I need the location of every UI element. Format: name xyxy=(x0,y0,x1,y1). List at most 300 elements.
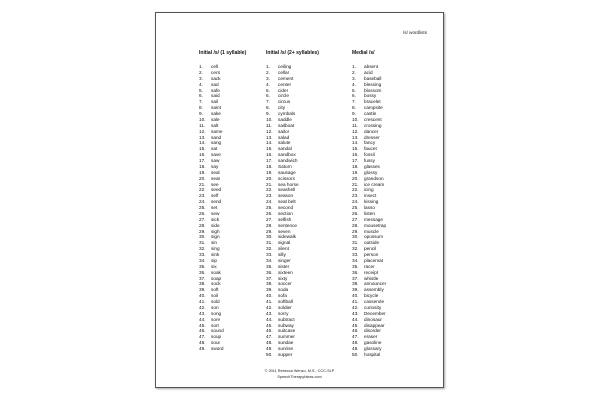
word-number: 9. xyxy=(266,111,270,116)
word-number: 19. xyxy=(352,169,359,175)
word: singer xyxy=(278,257,291,263)
word: six xyxy=(211,263,217,269)
word-number: 18. xyxy=(352,163,359,169)
word: side xyxy=(211,222,220,228)
word: sign xyxy=(211,234,220,240)
column-medial xyxy=(352,50,416,358)
word-number: 7. xyxy=(199,99,203,105)
word-list xyxy=(199,64,263,352)
word: sin xyxy=(211,240,217,246)
word-number: 42. xyxy=(199,304,206,310)
word: sore xyxy=(211,316,221,322)
word-number: 35. xyxy=(266,263,273,269)
word-number: 42. xyxy=(266,304,273,310)
word-number: 17. xyxy=(199,158,206,163)
word-number: 12. xyxy=(352,128,359,134)
word-number: 15. xyxy=(199,146,206,152)
word-row xyxy=(266,352,330,358)
word-number: 23. xyxy=(266,193,273,199)
copyright-footer: © 2011 Rebecca Wenzo, M.S., CCC-SLP xyxy=(264,369,335,373)
word-number: 50. xyxy=(266,351,273,357)
word: castle xyxy=(364,111,377,116)
word: cell xyxy=(211,64,219,69)
word-number: 44. xyxy=(352,316,359,322)
wordlist-sheet xyxy=(155,12,444,388)
word-number: 45. xyxy=(352,322,359,328)
word-number: 26. xyxy=(352,210,359,216)
word-number: 21. xyxy=(352,181,359,187)
word: fussy xyxy=(364,158,375,163)
word: dresser xyxy=(364,134,380,140)
word-number: 39. xyxy=(199,287,206,293)
word-number: 45. xyxy=(266,322,273,328)
word: song xyxy=(211,310,222,316)
word: sang xyxy=(211,140,222,146)
word: lasso xyxy=(364,205,375,210)
word-number: 38. xyxy=(266,281,273,287)
word: pencil xyxy=(364,246,377,252)
word-number: 27. xyxy=(352,216,359,222)
word-number: 17. xyxy=(352,158,359,163)
word-number: 3. xyxy=(266,75,270,81)
word: soap xyxy=(211,275,222,281)
word-number: 6. xyxy=(352,93,356,99)
word-number: 42. xyxy=(352,304,359,310)
word-number: 34. xyxy=(199,257,206,263)
word: safe xyxy=(211,87,220,93)
word: crossing xyxy=(364,122,382,128)
word-number: 41. xyxy=(352,299,359,304)
word: cymbals xyxy=(278,111,296,116)
word: acid xyxy=(364,69,373,75)
word-number: 29. xyxy=(199,228,206,234)
word: racer xyxy=(364,263,375,269)
word-number: 22. xyxy=(352,187,359,193)
word-number: 37. xyxy=(352,275,359,281)
word: circus xyxy=(278,99,291,105)
word: sail xyxy=(211,99,219,105)
word: whistle xyxy=(364,275,379,281)
column-heading: Initial /s/ (1 syllable) xyxy=(199,50,247,56)
word: seal xyxy=(211,169,220,175)
word-number: 22. xyxy=(266,187,273,193)
word-number: 37. xyxy=(266,275,273,281)
word-number: 38. xyxy=(352,281,359,287)
word: sake xyxy=(211,111,221,116)
word-number: 14. xyxy=(352,140,359,146)
word: message xyxy=(364,216,384,222)
word-number: 5. xyxy=(199,87,203,93)
word-number: 9. xyxy=(199,111,203,116)
word-number: 46. xyxy=(199,328,206,334)
word: second xyxy=(278,205,294,210)
word: sack xyxy=(211,75,221,81)
word: sew xyxy=(211,210,220,216)
word-number: 31. xyxy=(266,240,273,246)
word: sixteen xyxy=(278,269,293,275)
word: salad xyxy=(278,134,290,140)
word: sofa xyxy=(278,293,287,299)
word-number: 17. xyxy=(266,158,273,163)
word-list xyxy=(352,64,416,358)
word: icing xyxy=(364,187,374,193)
word: glasses xyxy=(364,163,380,169)
word-number: 40. xyxy=(266,293,273,299)
word-number: 14. xyxy=(199,140,206,146)
word-number: 35. xyxy=(352,263,359,269)
word-number: 23. xyxy=(352,193,359,199)
column-heading: Initial /s/ (2+ syllables) xyxy=(266,50,319,56)
word-number: 27. xyxy=(199,216,206,222)
word-number: 33. xyxy=(352,252,359,257)
word: December xyxy=(364,310,386,316)
word-number: 43. xyxy=(199,310,206,316)
word: sausage xyxy=(278,169,296,175)
word: silly xyxy=(278,252,286,257)
word-number: 28. xyxy=(199,222,206,228)
word: sale xyxy=(211,116,220,122)
word-number: 40. xyxy=(352,293,359,299)
word: say xyxy=(211,163,219,169)
word: dancer xyxy=(364,128,379,134)
word: sad xyxy=(211,81,219,87)
word-number: 16. xyxy=(352,152,359,158)
word-number: 20. xyxy=(199,175,206,181)
word-number: 8. xyxy=(199,105,203,111)
word-number: 5. xyxy=(352,87,356,93)
word: ceiling xyxy=(278,64,292,69)
word: eraser xyxy=(364,334,378,340)
word: saddle xyxy=(278,116,292,122)
word-number: 5. xyxy=(266,87,270,93)
word-number: 32. xyxy=(352,246,359,252)
word-number: 23. xyxy=(199,193,206,199)
word-number: 31. xyxy=(199,240,206,246)
word: bossy xyxy=(364,93,377,99)
word: soldier xyxy=(278,304,292,310)
word: soft xyxy=(211,287,219,293)
word-number: 33. xyxy=(199,252,206,257)
word-number: 40. xyxy=(199,293,206,299)
word: glossary xyxy=(364,346,382,351)
word: outside xyxy=(364,240,380,246)
word: faucet xyxy=(364,146,377,152)
word: receipt xyxy=(364,269,379,275)
word-number: 50. xyxy=(352,351,359,357)
word: blessing xyxy=(364,81,382,87)
word-number: 39. xyxy=(352,287,359,293)
word-number: 3. xyxy=(199,75,203,81)
word-number: 33. xyxy=(266,252,273,257)
word-number: 1. xyxy=(266,64,270,69)
word-number: 47. xyxy=(199,334,206,340)
word: casserole xyxy=(364,299,385,304)
word-number: 45. xyxy=(199,322,206,328)
word-number: 16. xyxy=(266,152,273,158)
word-number: 36. xyxy=(352,269,359,275)
word-number: 41. xyxy=(199,299,206,304)
word-number: 21. xyxy=(199,181,206,187)
word: subway xyxy=(278,322,294,328)
word-number: 27. xyxy=(266,216,273,222)
word-number: 37. xyxy=(199,275,206,281)
word: section xyxy=(278,210,293,216)
word: sundae xyxy=(278,340,294,346)
word: absent xyxy=(364,64,379,69)
word: grandson xyxy=(364,175,384,181)
word: crescent xyxy=(364,116,382,122)
website-footer: SpeechTherapyIdeas.com xyxy=(277,375,322,379)
word-number: 30. xyxy=(266,234,273,240)
word-number: 44. xyxy=(199,316,206,322)
word-number: 18. xyxy=(199,163,206,169)
word: disorder xyxy=(364,328,381,334)
word: Saturn xyxy=(278,163,292,169)
word-number: 6. xyxy=(266,93,270,99)
column-initial-1-syllable xyxy=(199,50,263,352)
word: fancy xyxy=(364,140,376,146)
word-number: 15. xyxy=(266,146,273,152)
word-number: 19. xyxy=(199,169,206,175)
word: sunrise xyxy=(278,346,294,351)
word-number: 4. xyxy=(352,81,356,87)
word-number: 15. xyxy=(352,146,359,152)
word: opossum xyxy=(364,234,384,240)
word: supper xyxy=(278,351,293,357)
word-number: 26. xyxy=(266,210,273,216)
word: dinosaur xyxy=(364,316,382,322)
word: mousetrap xyxy=(364,222,387,228)
word: scissors xyxy=(278,175,295,181)
word: sound xyxy=(211,328,224,334)
word: muscle xyxy=(364,228,379,234)
word-number: 47. xyxy=(266,334,273,340)
word: cellar xyxy=(278,69,290,75)
word: save xyxy=(211,152,221,158)
word-number: 2. xyxy=(352,69,356,75)
word-number: 48. xyxy=(199,340,206,346)
word-list xyxy=(266,64,330,358)
word: saint xyxy=(211,105,221,111)
word: sand xyxy=(211,134,222,140)
word-number: 46. xyxy=(352,328,359,334)
word: sat xyxy=(211,146,218,152)
word-number: 30. xyxy=(352,234,359,240)
word: sort xyxy=(211,322,219,328)
word: sink xyxy=(211,252,220,257)
word: soccer xyxy=(278,281,292,287)
word: gasoline xyxy=(364,340,382,346)
word-number: 28. xyxy=(266,222,273,228)
word: listen xyxy=(364,210,375,216)
word: hospital xyxy=(364,351,381,357)
word-number: 32. xyxy=(266,246,273,252)
word: son xyxy=(211,304,219,310)
word: send xyxy=(211,199,222,205)
word: insect xyxy=(364,193,377,199)
word-number: 46. xyxy=(266,328,273,334)
document-title: /s/ wordlists xyxy=(403,30,427,35)
word: baseball xyxy=(364,75,382,81)
word: sword xyxy=(211,346,224,351)
word: sailor xyxy=(278,128,290,134)
word-number: 48. xyxy=(352,340,359,346)
word: sandwich xyxy=(278,158,298,163)
word: bracelet xyxy=(364,99,381,105)
word: same xyxy=(211,128,223,134)
word-number: 13. xyxy=(199,134,206,140)
word: cider xyxy=(278,87,289,93)
word-number: 21. xyxy=(266,181,273,187)
word: sip xyxy=(211,257,217,263)
word-number: 26. xyxy=(199,210,206,216)
word: campsite xyxy=(364,105,383,111)
word: summer xyxy=(278,334,295,340)
word-number: 13. xyxy=(266,134,273,140)
word: sandbox xyxy=(278,152,296,158)
word-number: 35. xyxy=(199,263,206,269)
word-row xyxy=(352,352,416,358)
word-number: 47. xyxy=(352,334,359,340)
word: said xyxy=(211,93,220,99)
word: seat xyxy=(211,175,220,181)
word: disappear xyxy=(364,322,385,328)
word-number: 24. xyxy=(352,199,359,205)
word-number: 39. xyxy=(266,287,273,293)
word-number: 1. xyxy=(199,64,203,69)
word-number: 24. xyxy=(199,199,206,205)
word: city xyxy=(278,105,286,111)
word-number: 3. xyxy=(352,75,356,81)
word: salt xyxy=(211,122,219,128)
word: sixty xyxy=(278,275,288,281)
word-number: 2. xyxy=(199,69,203,75)
word: blossom xyxy=(364,87,382,93)
word: cent xyxy=(211,69,220,75)
word: sailboat xyxy=(278,122,295,128)
word: suitcase xyxy=(278,328,296,334)
word-number: 13. xyxy=(352,134,359,140)
word-number: 1. xyxy=(352,64,356,69)
word: soil xyxy=(211,293,219,299)
column-heading: Medial /s/ xyxy=(352,50,375,56)
word: sidewalk xyxy=(278,234,296,240)
word: self xyxy=(211,193,219,199)
word-number: 48. xyxy=(266,340,273,346)
word-number: 6. xyxy=(199,93,203,99)
word-number: 9. xyxy=(352,111,356,116)
word: sing xyxy=(211,246,220,252)
word-number: 7. xyxy=(266,99,270,105)
word-number: 25. xyxy=(352,205,359,210)
word: seed xyxy=(211,187,222,193)
word-number: 22. xyxy=(199,187,206,193)
word: seat belt xyxy=(278,199,296,205)
word-number: 34. xyxy=(352,257,359,263)
word: person xyxy=(364,252,379,257)
word-number: 24. xyxy=(266,199,273,205)
word: curiosity xyxy=(364,304,382,310)
word: placemat xyxy=(364,257,384,263)
word: sold xyxy=(211,299,220,304)
word-number: 10. xyxy=(266,116,273,122)
word: soda xyxy=(278,287,289,293)
word: sigh xyxy=(211,228,220,234)
word-number: 29. xyxy=(266,228,273,234)
word-number: 30. xyxy=(199,234,206,240)
word-number: 19. xyxy=(266,169,273,175)
word: sister xyxy=(278,263,290,269)
word: salute xyxy=(278,140,291,146)
word: signal xyxy=(278,240,291,246)
word-number: 29. xyxy=(352,228,359,234)
word: silent xyxy=(278,246,289,252)
word-number: 11. xyxy=(266,122,273,128)
word-number: 43. xyxy=(352,310,359,316)
word-number: 44. xyxy=(266,316,273,322)
word-number: 10. xyxy=(352,116,359,122)
word-number: 11. xyxy=(199,122,206,128)
word-number: 32. xyxy=(199,246,206,252)
word-number: 14. xyxy=(266,140,273,146)
word: soup xyxy=(211,334,222,340)
word: softball xyxy=(278,299,293,304)
word: fossil xyxy=(364,152,375,158)
word-number: 4. xyxy=(199,81,203,87)
word-row xyxy=(199,346,263,352)
word-number: 49. xyxy=(352,346,359,351)
word: sea horse xyxy=(278,181,299,187)
word-number: 41. xyxy=(266,299,273,304)
word-number: 20. xyxy=(352,175,359,181)
word: sentence xyxy=(278,222,298,228)
word: center xyxy=(278,81,292,87)
word: seven xyxy=(278,228,291,234)
word-number: 12. xyxy=(266,128,273,134)
word: subtract xyxy=(278,316,295,322)
word-number: 16. xyxy=(199,152,206,158)
word: kissing xyxy=(364,199,379,205)
word-number: 11. xyxy=(352,122,359,128)
column-initial-2plus-syllables xyxy=(266,50,330,358)
word-number: 18. xyxy=(266,163,273,169)
word: selfish xyxy=(278,216,292,222)
word-number: 10. xyxy=(199,116,206,122)
word-number: 8. xyxy=(266,105,270,111)
word-number: 20. xyxy=(266,175,273,181)
word-number: 8. xyxy=(352,105,356,111)
word: ice cream xyxy=(364,181,385,187)
word-number: 25. xyxy=(266,205,273,210)
word-number: 34. xyxy=(266,257,273,263)
word: circle xyxy=(278,93,289,99)
word: set xyxy=(211,205,218,210)
word-number: 38. xyxy=(199,281,206,287)
word-number: 31. xyxy=(352,240,359,246)
word: soak xyxy=(211,269,221,275)
word: sick xyxy=(211,216,220,222)
word-number: 25. xyxy=(199,205,206,210)
word: glossy xyxy=(364,169,378,175)
word: sorry xyxy=(278,310,289,316)
word: assembly xyxy=(364,287,384,293)
word-number: 12. xyxy=(199,128,206,134)
word-number: 49. xyxy=(266,346,273,351)
word: sandal xyxy=(278,146,292,152)
word-number: 4. xyxy=(266,81,270,87)
word: bicycle xyxy=(364,293,379,299)
word: cement xyxy=(278,75,294,81)
